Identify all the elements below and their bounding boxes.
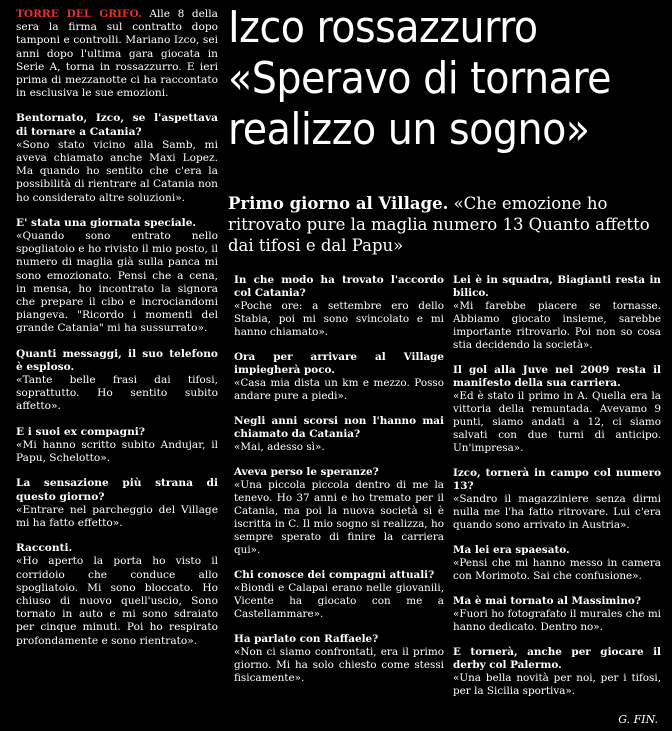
answer: «Mi hanno scritto subito Andujar, il Papu, Schelotto». xyxy=(16,438,218,465)
intro-text: Alle 8 della sera la firma sul contratto dopo tamponi e controlli. Mariano Izco, sei anni dopo l'ultima gara giocata in Serie A, torna in rossazzurro. E ieri prima di mezzanotte ci ha raccontato in esclusiva le sue emozioni. xyxy=(16,8,218,100)
answer: «Pensi che mi hanno messo in camera con Morimoto. Sai che confusione». xyxy=(453,557,661,582)
question: Ha parlato con Raffaele? xyxy=(234,633,379,645)
qa-item xyxy=(234,569,444,621)
qa-item xyxy=(234,633,444,685)
question: E' stata una giornata speciale. xyxy=(16,216,197,229)
answer: «Quando sono entrato nello spogliatoio e ho rivisto il mio posto, il numero di maglia già sulla panca mi sono emozionato. Pensi che a cena, in mensa, ho incontrato la signora che prepare il cibo e incrociandomi piangeva. "Ricordo i momenti del grande Catania" mi ha sussurrato». xyxy=(16,230,218,335)
qa-item xyxy=(234,415,444,454)
question: Ora per arrivare al Village impiegherà poco. xyxy=(234,351,444,376)
qa-item xyxy=(16,217,218,336)
dateline: TORRE DEL GRIFO. xyxy=(16,8,142,20)
question: Quanti messaggi, il suo telefono è esploso. xyxy=(16,347,218,373)
qa-item xyxy=(16,426,218,466)
author-signature: G. FIN. xyxy=(618,713,658,726)
question: Racconti. xyxy=(16,542,73,555)
answer: «Mai, adesso sì». xyxy=(234,441,325,453)
qa-item xyxy=(16,477,218,530)
qa-item xyxy=(16,542,218,648)
subheadline xyxy=(228,193,668,256)
column-right xyxy=(453,274,661,710)
question: Izco, tornerà in campo col numero 13? xyxy=(453,467,661,492)
qa-item xyxy=(453,274,661,352)
answer: «Sono stato vicino alla Samb, mi aveva chiamato anche Maxi Lopez. Ma quando ho sentito che c'era la possibilità di rientrare al Catania non ho considerato altre soluzioni». xyxy=(16,138,218,204)
answer: «Una bella novità per noi, per i tifosi, per la Sicilia sportiva». xyxy=(453,672,661,697)
question: Il gol alla Juve nel 2009 resta il manifesto della sua carriera. xyxy=(453,364,661,389)
qa-item xyxy=(453,544,661,583)
qa-item xyxy=(453,467,661,532)
headline-line: Izco rossazzurro xyxy=(228,2,538,53)
question: E i suoi ex compagni? xyxy=(16,425,146,438)
question: Ma lei era spaesato. xyxy=(453,544,570,556)
answer: «Tante belle frasi dai tifosi, soprattutto. Ho sentito subito affetto». xyxy=(16,374,218,413)
headline xyxy=(228,2,668,155)
answer: «Mi farebbe piacere se tornasse. Abbiamo giocato insieme, sarebbe importante ritrovarlo. Poi non so cosa stia decidendo la società». xyxy=(453,300,661,351)
column-left xyxy=(16,8,218,660)
answer: «Casa mia dista un km e mezzo. Posso andare pure a piedi». xyxy=(234,377,444,402)
question: Aveva perso le speranze? xyxy=(234,466,379,478)
subhead-lead: Primo giorno al Village. xyxy=(228,194,449,213)
qa-item xyxy=(453,364,661,455)
question: Lei è in squadra, Biagianti resta in bilico. xyxy=(453,274,661,299)
question: Bentornato, Izco, se l'aspettava di tornare a Catania? xyxy=(16,112,218,138)
answer: «Una piccola piccola dentro di me la tenevo. Ho 37 anni e ho tremato per il Catania, ma poi la nuova società si è iscritta in C. Il mio sogno si realizza, ho sempre sperato di finire la carriera qui». xyxy=(234,479,444,556)
question: La sensazione più strana di questo giorno? xyxy=(16,477,218,503)
answer: «Entrare nel parcheggio del Village mi ha fatto effetto». xyxy=(16,503,218,529)
qa-item xyxy=(16,348,218,414)
column-middle xyxy=(234,274,444,697)
answer: «Biondi e Calapai erano nelle giovanili, Vicente ha giocato con me a Castellammare». xyxy=(234,582,444,620)
question: Ma è mai tornato al Massimino? xyxy=(453,595,641,607)
qa-item xyxy=(234,274,444,339)
answer: «Ed è stato il primo in A. Quella era la vittoria della remuntada. Avevamo 9 punti, siamo andati a 12, ci siamo salvati con due turni di anticipo. Un'impresa». xyxy=(453,390,661,454)
qa-item xyxy=(234,351,444,403)
question: E tornerà, anche per giocare il derby col Palermo. xyxy=(453,646,661,671)
question: Negli anni scorsi non l'hanno mai chiamato da Catania? xyxy=(234,415,444,440)
answer: «Fuori ho fotografato il murales che mi hanno dedicato. Dentro no». xyxy=(453,608,661,633)
answer: «Ho aperto la porta ho visto il corridoio che conduce allo spogliatoio. Mi sono bloccato. Ho chiuso di nuovo quell'uscio, Sono tornato in auto e mi sono sdraiato per cinque minuti. Poi ho respirato profondamente e sono rientrato». xyxy=(16,555,218,647)
intro-paragraph xyxy=(16,8,218,100)
qa-item xyxy=(234,466,444,557)
question: In che modo ha trovato l'accordo col Catania? xyxy=(234,274,444,299)
headline-line: «Speravo di tornare xyxy=(228,53,611,104)
subhead-text: «Che emozione ho ritrovato pure la maglia numero 13 Quanto affetto dai tifosi e dal Papu» xyxy=(228,194,650,255)
answer: «Sandro il magazziniere senza dirmi nulla me l'ha fatto ritrovare. Lui c'era quando sono arrivato in Austria». xyxy=(453,493,661,531)
qa-item xyxy=(453,646,661,698)
question: Chi conosce dei compagni attuali? xyxy=(234,569,435,581)
qa-item xyxy=(16,112,218,204)
answer: «Poche ore: a settembre ero dello Stabia, poi mi sono svincolato e mi hanno chiamato». xyxy=(234,300,444,338)
qa-item xyxy=(453,595,661,634)
headline-line: realizzo un sogno» xyxy=(228,104,590,155)
answer: «Non ci siamo confrontati, era il primo giorno. Mi ha solo chiesto come stessi fisicamente». xyxy=(234,646,444,684)
